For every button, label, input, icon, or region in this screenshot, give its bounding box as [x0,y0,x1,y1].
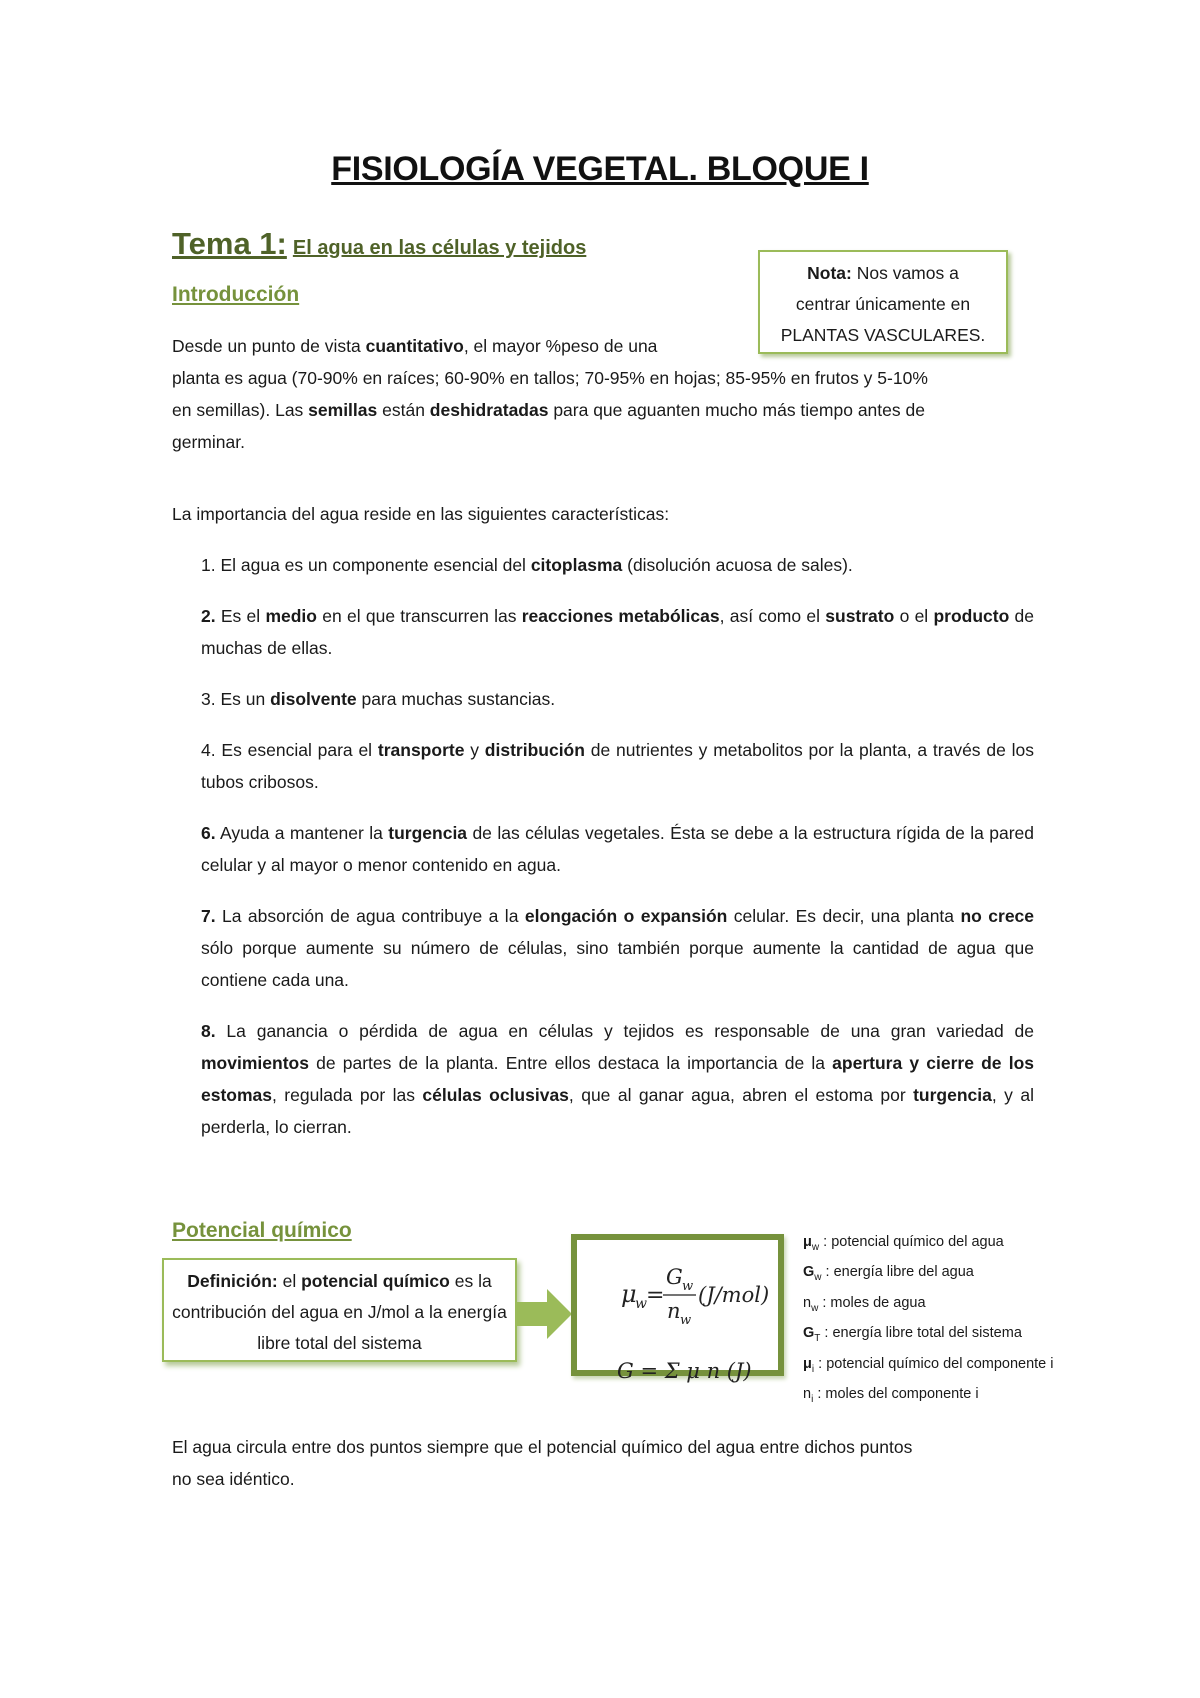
list-item [201,549,1034,581]
item-bold: transporte [377,740,465,760]
item-number: 7. [201,906,216,926]
closing-text: no sea idéntico. [172,1469,295,1489]
document-title: FISIOLOGÍA VEGETAL. BLOQUE I [331,150,869,188]
intro-text: están [377,400,430,420]
item-text: La absorción de agua contribuye a la [215,906,525,926]
legend-item [803,1291,1054,1321]
legend-subscript: w [814,1272,822,1284]
item-bold: distribución [484,740,585,760]
item-text: 1. El agua es un componente esencial del [201,555,531,575]
item-text: de las células vegetales. Ésta se debe a la estructura rígida de la pared celular y al mayor o menor contenido en agua. [201,823,1035,875]
legend-symbol: μ [803,1234,812,1250]
legend-symbol: n [803,1385,812,1402]
item-bold: células oclusivas [422,1085,569,1105]
item-bold: no crece [960,906,1035,926]
item-text: 3. Es un [201,689,271,709]
item-text: o el [894,606,934,626]
formula-units: (J/mol) [698,1283,770,1307]
legend-text: : energía libre del agua [821,1264,974,1281]
legend-text: : energía libre total del sistema [820,1325,1022,1342]
formula-den: n [667,1299,681,1323]
chemical-potential-formula [577,1240,778,1383]
list-item [201,817,1034,881]
closing-text: El agua circula entre dos puntos siempre que el potencial químico del agua entre dichos puntos [172,1437,913,1457]
item-text: y [464,740,485,760]
formula-box [571,1234,784,1383]
item-text: de partes de la planta. Entre ellos destaca la importancia de la [308,1053,833,1073]
intro-bold: semillas [308,400,378,420]
formula-eq: = [646,1283,665,1308]
item-bold: medio [265,606,317,626]
legend-item [803,1260,1054,1290]
legend-subscript: T [814,1333,821,1345]
item-text: , y al perderla, lo cierran. [201,1085,1034,1137]
item-text: de nutrientes y metabolitos por la planta, a través de los tubos cribosos. [201,740,1034,792]
definition-label: Definición: [187,1271,278,1291]
note-text-1: Nos vamos a [851,263,959,283]
arrow-right-icon [517,1289,573,1339]
legend-text: : potencial químico del componente i [814,1355,1054,1372]
intro-text: planta es agua (70-90% en raíces; 60-90% en tallos; 70-95% en hojas; 85-95% en frutos y 5-10% [172,368,928,388]
legend-text: : moles del componente i [813,1385,979,1402]
item-bold: elongación o expansión [524,906,728,926]
intro-text: , el mayor %peso de una [463,336,658,356]
topic-number: Tema 1: [172,226,287,261]
formula-sub: w [635,1296,647,1312]
section-heading-potencial: Potencial químico [172,1219,352,1242]
intro-text: germinar. [172,432,245,452]
legend-symbol: n [803,1294,812,1311]
item-text: Es el [215,606,266,626]
item-bold: reacciones metabólicas [521,606,720,626]
list-item [201,600,1034,664]
legend-subscript: i [811,1393,814,1405]
intro-text: Desde un punto de vista [172,336,366,356]
formula-num-sub: w [682,1279,694,1294]
legend-symbol: μ [803,1355,812,1372]
item-text: La ganancia o pérdida de agua en células y tejidos es responsable de una gran variedad de [215,1021,1034,1041]
item-bold: citoplasma [530,555,623,575]
item-bold: turgencia [913,1085,992,1105]
note-label: Nota: [807,263,852,283]
note-text-3: PLANTAS VASCULARES. [780,325,986,345]
legend-item [803,1321,1054,1351]
intro-paragraph [172,330,1032,458]
item-text: , regulada por las [272,1085,423,1105]
topic-heading [172,226,586,262]
item-number: 6. [201,823,216,843]
item-text: , así como el [719,606,826,626]
item-text: , que al ganar agua, abren el estoma por [568,1085,914,1105]
definition-text: el [277,1271,302,1291]
formula-line2: G = Σ μ n (J) [617,1359,752,1383]
item-bold: producto [933,606,1010,626]
topic-subtitle: El agua en las células y tejidos [292,237,587,259]
item-bold: disolvente [270,689,357,709]
item-text: Ayuda a mantener la [215,823,389,843]
legend-symbol: G [803,1325,815,1342]
list-item [201,683,1034,715]
item-text: (disolución acuosa de sales). [622,555,853,575]
formula-mu: μ [621,1280,637,1308]
symbol-legend [803,1230,1054,1412]
legend-item [803,1230,1054,1260]
definition-bold: potencial químico [301,1271,450,1291]
importance-sentence: La importancia del agua reside en las siguientes características: [172,504,670,524]
list-item [201,734,1034,798]
intro-bold: cuantitativo [365,336,464,356]
formula-num: G [666,1265,683,1289]
definition-box [162,1258,517,1362]
legend-subscript: w [811,1302,819,1314]
legend-subscript: i [811,1363,815,1375]
note-text-2: centrar únicamente en [795,294,971,314]
closing-paragraph [172,1431,1032,1495]
intro-text: para que aguanten mucho más tiempo antes de [548,400,925,420]
formula-den-sub: w [680,1313,692,1328]
legend-subscript: w [811,1241,820,1253]
legend-item [803,1382,1054,1412]
item-bold: turgencia [388,823,468,843]
list-item [201,900,1034,996]
intro-text: en semillas). Las [172,400,309,420]
item-number: 2. [201,606,216,626]
item-text: para muchas sustancias. [356,689,556,709]
item-text: sólo porque aumente su número de células, sino también porque aumente la cantidad de agua que contiene cada una. [201,938,1034,990]
legend-text: : potencial químico del agua [819,1234,1004,1250]
item-text: de muchas de ellas. [201,606,1035,658]
item-text: celular. Es decir, una planta [727,906,961,926]
definition-text: es la contribución del agua en J/mol a la energía libre total del sistema [172,1271,507,1353]
legend-item [803,1352,1054,1382]
list-item [201,1015,1034,1143]
item-text: en el que transcurren las [316,606,522,626]
section-heading-introduccion: Introducción [172,283,300,306]
intro-bold: deshidratadas [429,400,549,420]
item-number: 8. [201,1021,216,1041]
legend-symbol: G [803,1264,815,1281]
item-bold: sustrato [825,606,895,626]
item-bold: apertura y cierre de los estomas [201,1053,1034,1105]
item-text: 4. Es esencial para el [201,740,378,760]
item-bold: movimientos [201,1053,309,1073]
legend-text: : moles de agua [818,1294,926,1311]
